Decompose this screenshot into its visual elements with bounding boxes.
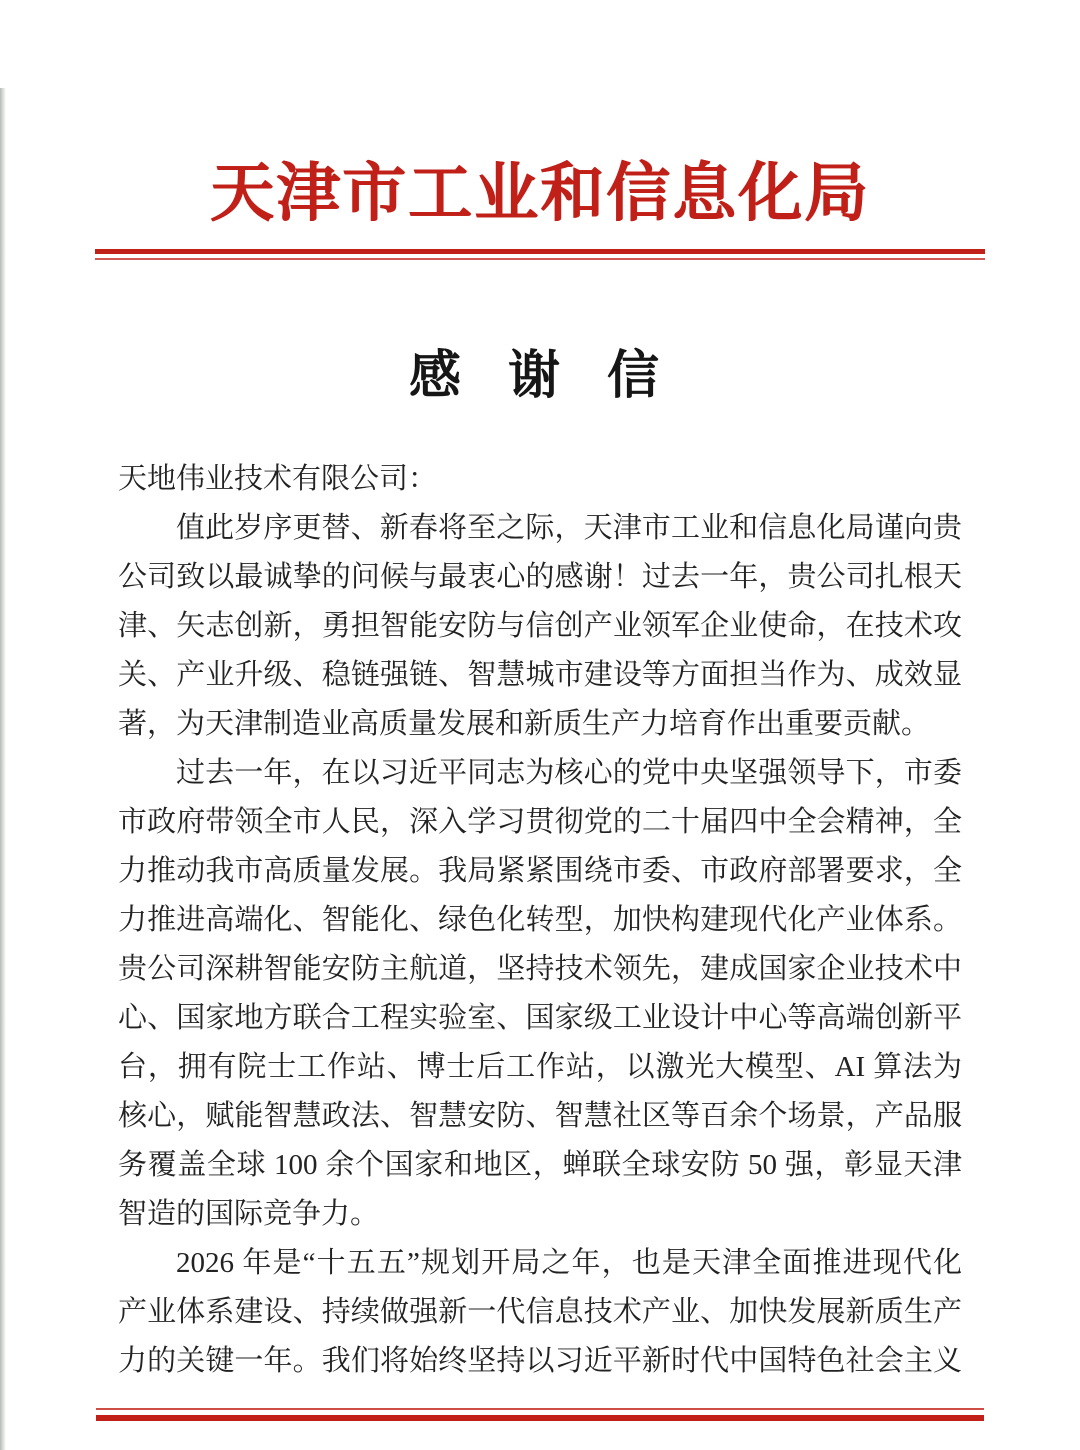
letter-title: 感 谢 信 bbox=[408, 348, 671, 406]
body-line: 贵公司深耕智能安防主航道，坚持技术领先，建成国家企业技术中 bbox=[118, 952, 962, 985]
body-line: 公司致以最诚挚的问候与最衷心的感谢！过去一年，贵公司扎根天 bbox=[118, 560, 962, 593]
body-line: 过去一年，在以习近平同志为核心的党中央坚强领导下，市委 bbox=[176, 756, 962, 789]
body-line: 关、产业升级、稳链强链、智慧城市建设等方面担当作为、成效显 bbox=[118, 658, 962, 691]
body-line: 心、国家地方联合工程实验室、国家级工业设计中心等高端创新平 bbox=[118, 1001, 962, 1034]
paragraph bbox=[118, 504, 962, 749]
paragraph bbox=[118, 749, 962, 1239]
salutation: 天地伟业技术有限公司： bbox=[118, 462, 438, 495]
footer-rule bbox=[96, 1408, 984, 1421]
body-line: 2026 年是“十五五”规划开局之年，也是天津全面推进现代化 bbox=[176, 1246, 962, 1279]
body-line: 著，为天津制造业高质量发展和新质生产力培育作出重要贡献。 bbox=[118, 707, 931, 740]
body-line: 产业体系建设、持续做强新一代信息技术产业、加快发展新质生产 bbox=[118, 1295, 962, 1328]
body-line: 台，拥有院士工作站、博士后工作站，以激光大模型、AI 算法为 bbox=[118, 1050, 962, 1083]
body-line: 力推动我市高质量发展。我局紧紧围绕市委、市政府部署要求，全 bbox=[118, 854, 962, 887]
letterhead-rule-thin bbox=[95, 258, 985, 260]
body-line: 市政府带领全市人民，深入学习贯彻党的二十届四中全会精神，全 bbox=[118, 805, 962, 838]
footer-rule-thin bbox=[96, 1408, 984, 1410]
body-line: 核心，赋能智慧政法、智慧安防、智慧社区等百余个场景，产品服 bbox=[118, 1099, 962, 1132]
body-line: 津、矢志创新，勇担智能安防与信创产业领军企业使命，在技术攻 bbox=[118, 609, 962, 642]
body-line: 力的关键一年。我们将始终坚持以习近平新时代中国特色社会主义 bbox=[118, 1344, 962, 1377]
body-line: 力推进高端化、智能化、绿色化转型，加快构建现代化产业体系。 bbox=[118, 903, 962, 936]
body-line: 务覆盖全球 100 余个国家和地区，蝉联全球安防 50 强，彰显天津 bbox=[118, 1148, 962, 1181]
agency-letterhead: 天津市工业和信息化局 bbox=[210, 158, 870, 229]
scan-edge-artifact bbox=[0, 88, 6, 1450]
footer-rule-thick bbox=[96, 1415, 984, 1421]
letter-body bbox=[118, 455, 962, 1386]
letterhead-rule bbox=[95, 249, 985, 260]
body-line: 值此岁序更替、新春将至之际，天津市工业和信息化局谨向贵 bbox=[176, 511, 962, 544]
letterhead-rule-thick bbox=[95, 249, 985, 254]
paragraph bbox=[118, 1239, 962, 1386]
body-line: 智造的国际竞争力。 bbox=[118, 1197, 380, 1230]
